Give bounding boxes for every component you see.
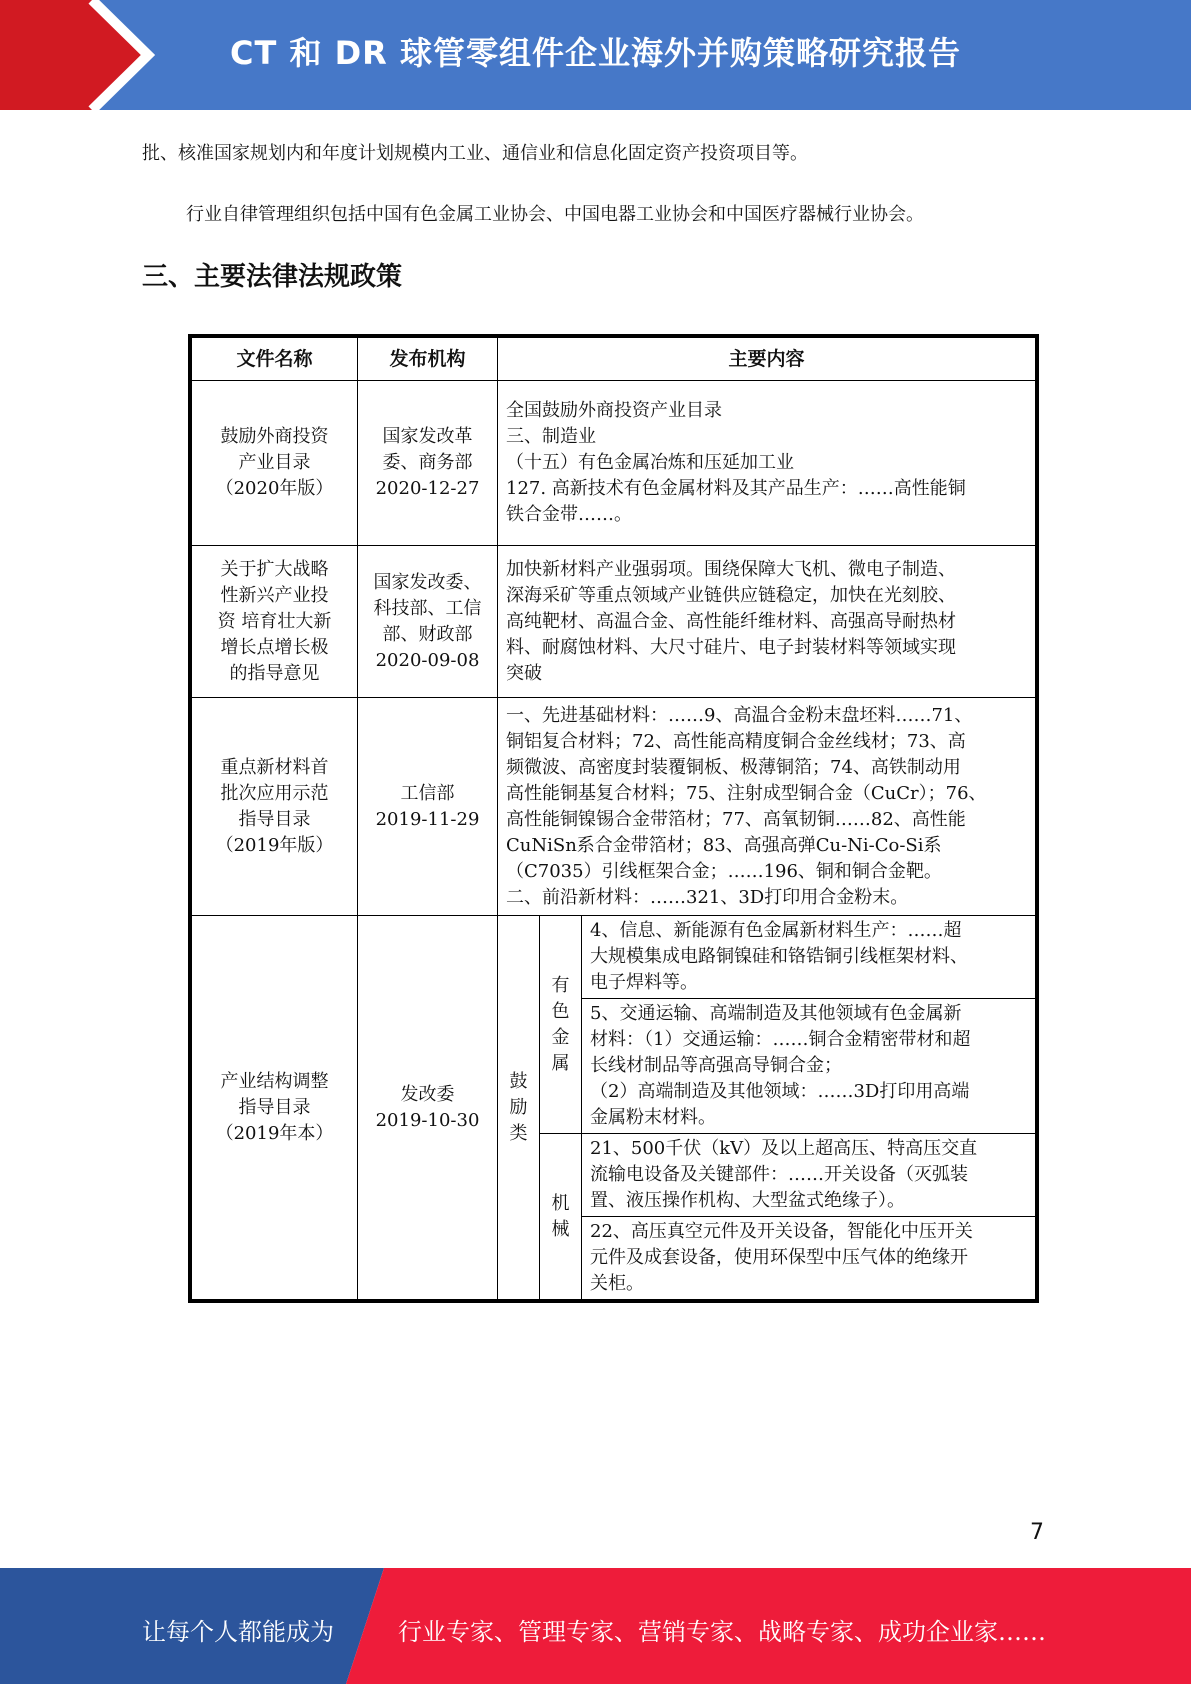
item-line: 21、500千伏（kV）及以上超高压、特高压交直 <box>590 1138 978 1159</box>
footer-slogan-right: 行业专家、管理专家、营销专家、战略专家、成功企业家…… <box>398 1618 1046 1646</box>
issuer-line: 科技部、工信 <box>373 597 482 619</box>
issuer-line: 部、财政部 <box>382 623 473 645</box>
doc-name-line: 性新兴产业投 <box>220 584 329 606</box>
content-line: （C7035）引线框架合金；……196、铜和铜合金靶。 <box>506 860 942 882</box>
content-cell <box>498 381 1036 546</box>
content-line: 突破 <box>506 662 542 684</box>
doc-name-line: 重点新材料首 <box>220 756 329 778</box>
doc-name-line: 产业结构调整 <box>220 1070 329 1092</box>
item-cell <box>582 916 1036 999</box>
content-line: 铁合金带……。 <box>506 504 632 525</box>
group-label-machinery: 机械 <box>551 1192 570 1240</box>
content-line: 高性能铜镍锡合金带箔材；77、高氧韧铜……82、高性能 <box>506 808 966 830</box>
issuer-cell <box>358 381 498 546</box>
table-row <box>192 916 1036 999</box>
table-row <box>192 546 1036 698</box>
content-line: 加快新材料产业强弱项。围绕保障大飞机、微电子制造、 <box>506 558 956 580</box>
doc-name-line: （2019年本） <box>215 1122 334 1144</box>
item-line: 22、高压真空元件及开关设备，智能化中压开关 <box>590 1221 973 1242</box>
content-line: 全国鼓励外商投资产业目录 <box>506 400 722 421</box>
doc-name-line: 指导目录 <box>238 808 311 830</box>
footer-slogan-left: 让每个人都能成为 <box>142 1618 334 1646</box>
category-label: 鼓励类 <box>509 1070 528 1144</box>
policy-table <box>191 337 1036 1300</box>
table-header-row <box>192 338 1036 381</box>
doc-name-line: （2019年版） <box>215 834 334 856</box>
item-line: 4、信息、新能源有色金属新材料生产：……超 <box>590 920 962 941</box>
report-title: CT 和 DR 球管零组件企业海外并购策略研究报告 <box>230 34 961 72</box>
issuer-line: 国家发改革 <box>382 426 473 447</box>
item-cell <box>582 999 1036 1134</box>
content-line: CuNiSn系合金带箔材；83、高强高弹Cu-Ni-Co-Si系 <box>506 834 942 856</box>
item-cell <box>582 1217 1036 1300</box>
item-line: 大规模集成电路铜镍硅和铬锆铜引线框架材料、 <box>590 946 968 967</box>
header-issuer: 发布机构 <box>358 338 498 381</box>
content-line: 料、耐腐蚀材料、大尺寸硅片、电子封装材料等领域实现 <box>506 636 956 658</box>
doc-name-cell <box>192 916 358 1300</box>
doc-name-line: 资 培育壮大新 <box>217 610 332 632</box>
doc-name-line: 批次应用示范 <box>220 782 329 804</box>
content-line: 127. 高新技术有色金属材料及其产品生产：……高性能铜 <box>506 478 966 499</box>
content-line: 频微波、高密度封装覆铜板、极薄铜箔；74、高铁制动用 <box>506 756 961 778</box>
issuer-cell <box>358 916 498 1300</box>
content-line: 二、前沿新材料：……321、3D打印用合金粉末。 <box>506 886 909 908</box>
item-line: 长线材制品等高强高导铜合金； <box>590 1055 842 1076</box>
body-paragraph-2: 行业自律管理组织包括中国有色金属工业协会、中国电器工业协会和中国医疗器械行业协会。 <box>186 204 924 225</box>
policy-table-container <box>188 334 1039 1303</box>
header-arrow-red <box>0 0 148 110</box>
body-paragraph-1: 批、核准国家规划内和年度计划规模内工业、通信业和信息化固定资产投资项目等。 <box>142 143 808 164</box>
section-heading: 三、主要法律法规政策 <box>142 262 403 292</box>
header-document-name: 文件名称 <box>192 338 358 381</box>
content-line: 铜铝复合材料；72、高性能高精度铜合金丝线材；73、高 <box>506 730 966 752</box>
doc-name-cell <box>192 381 358 546</box>
issuer-line: 委、商务部 <box>382 452 473 473</box>
group-cell-nonferrous <box>540 916 582 1134</box>
header-main-content: 主要内容 <box>498 338 1036 381</box>
doc-name-line: 鼓励外商投资 <box>220 426 329 447</box>
doc-name-cell <box>192 546 358 698</box>
group-cell-machinery <box>540 1134 582 1300</box>
issuer-date: 2019-10-30 <box>375 1109 480 1131</box>
category-cell <box>498 916 540 1300</box>
header-band <box>0 0 1191 110</box>
page-number: 7 <box>1030 1520 1044 1545</box>
issuer-line: 发改委 <box>400 1083 455 1105</box>
item-line: （2）高端制造及其他领域：……3D打印用高端 <box>590 1081 970 1102</box>
doc-name-line: 的指导意见 <box>229 662 320 684</box>
item-line: 流输电设备及关键部件：……开关设备（灭弧装 <box>590 1164 968 1185</box>
doc-name-line: （2020年版） <box>215 478 334 499</box>
doc-name-line: 增长点增长极 <box>220 636 329 658</box>
content-line: 高性能铜基复合材料；75、注射成型铜合金（CuCr）；76、 <box>506 782 987 804</box>
content-line: 三、制造业 <box>506 426 596 447</box>
issuer-cell <box>358 698 498 916</box>
footer-band <box>0 1568 1191 1684</box>
content-cell <box>498 546 1036 698</box>
doc-name-cell <box>192 698 358 916</box>
table-row <box>192 698 1036 916</box>
group-label-nonferrous: 有色金属 <box>551 974 570 1074</box>
issuer-date: 2019-11-29 <box>375 808 480 830</box>
doc-name-line: 关于扩大战略 <box>220 558 329 580</box>
content-line: 深海采矿等重点领域产业链供应链稳定，加快在光刻胶、 <box>506 584 956 606</box>
issuer-date: 2020-09-08 <box>375 649 480 671</box>
item-cell <box>582 1134 1036 1217</box>
item-line: 关柜。 <box>590 1273 644 1294</box>
item-line: 元件及成套设备，使用环保型中压气体的绝缘开 <box>590 1247 968 1268</box>
doc-name-line: 产业目录 <box>238 452 311 473</box>
issuer-cell <box>358 546 498 698</box>
item-line: 金属粉末材料。 <box>590 1107 716 1128</box>
item-line: 5、交通运输、高端制造及其他领域有色金属新 <box>590 1003 962 1024</box>
issuer-line: 国家发改委、 <box>373 571 482 593</box>
content-cell <box>498 698 1036 916</box>
table-row <box>192 381 1036 546</box>
doc-name-line: 指导目录 <box>238 1096 311 1118</box>
item-line: 置、液压操作机构、大型盆式绝缘子）。 <box>590 1190 905 1211</box>
issuer-line: 工信部 <box>400 782 455 804</box>
content-line: 高纯靶材、高温合金、高性能纤维材料、高强高导耐热材 <box>506 610 956 632</box>
item-line: 电子焊料等。 <box>590 972 698 993</box>
item-line: 材料：（1）交通运输：……铜合金精密带材和超 <box>590 1029 971 1050</box>
content-line: （十五）有色金属冶炼和压延加工业 <box>506 452 794 473</box>
issuer-date: 2020-12-27 <box>375 478 480 499</box>
content-line: 一、先进基础材料：……9、高温合金粉末盘坯料……71、 <box>506 704 973 726</box>
